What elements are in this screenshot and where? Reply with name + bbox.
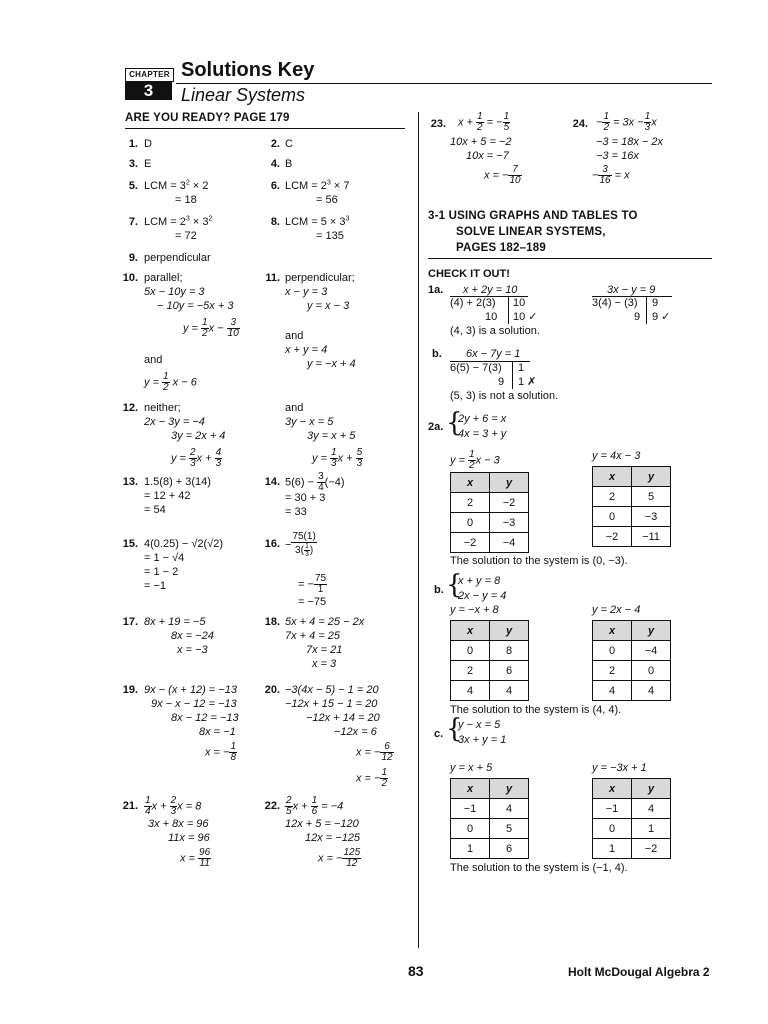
answer-line: x = − $\frac{125}{12}$ <box>318 847 361 869</box>
check-rule <box>508 296 509 324</box>
answer-line: = 18 <box>175 194 197 206</box>
table-cell: −4 <box>490 533 529 553</box>
answer-line: 12x = −125 <box>305 832 361 844</box>
column-header: y <box>490 473 529 493</box>
answer-line: − 75(1) 3( $\frac{1}{3}$ ) <box>285 531 316 558</box>
table-cell: 0 <box>451 641 490 661</box>
check-rule <box>592 296 672 297</box>
answer: D <box>144 138 152 150</box>
answer-line: = 56 <box>316 194 338 206</box>
xy-table <box>450 472 529 553</box>
problem-number: 17. <box>122 616 138 628</box>
section-rule <box>428 258 712 259</box>
xy-table <box>592 466 671 547</box>
table-header-row <box>593 621 671 641</box>
answer-line: = 54 <box>144 504 166 516</box>
table-row <box>451 493 529 513</box>
problem-number: 13. <box>122 476 138 488</box>
answer-line: 3x − y = 9 <box>607 284 656 296</box>
answer-line: 10 <box>485 311 498 323</box>
answer-line: 10 <box>513 297 526 309</box>
answer-line: = 1 − √4 <box>144 552 185 564</box>
xy-table <box>592 620 671 701</box>
answer-line: = 12 + 42 <box>144 490 191 502</box>
table-row <box>451 533 529 553</box>
system-equation: 2y + 6 = x <box>458 413 507 425</box>
answer-line: and <box>285 402 304 414</box>
table-cell: 2 <box>593 487 632 507</box>
table-cell: 1 <box>593 839 632 859</box>
problem-number: 24. <box>572 118 588 130</box>
table-cell: 4 <box>632 799 671 819</box>
table-cell: −11 <box>632 527 671 547</box>
problem-number: 12. <box>122 402 138 414</box>
answer-line: 4(0.25) − √2(√2) <box>144 538 224 550</box>
answer-line: −3 = 16x <box>596 150 639 162</box>
system-equation: 2x − y = 4 <box>458 590 507 602</box>
column-header: x <box>451 473 490 493</box>
answer-line: and <box>285 330 304 342</box>
answer-line: 9 <box>652 297 659 309</box>
problem-number: 6. <box>270 180 280 192</box>
chapter-number: 3 <box>125 81 172 100</box>
answer-line: 8x + 19 = −5 <box>144 616 206 628</box>
table-cell: 0 <box>593 641 632 661</box>
header-rule <box>176 83 712 84</box>
answer-line: $\frac{2}{5}$ x + $\frac{1}{6}$ = −4 <box>286 795 344 817</box>
answer-line: 9 ✓ <box>652 311 671 323</box>
answer-line: LCM = $2^3 \times 7$ <box>285 179 350 192</box>
answer-line: and <box>144 354 163 366</box>
answer-line: = − $\frac{75}{1}$ <box>298 573 327 595</box>
answer-line: x = − $\frac{6}{12}$ <box>356 741 393 763</box>
table-cell: −3 <box>490 513 529 533</box>
table-cell: 0 <box>451 819 490 839</box>
answer-line: x = − $\frac{1}{8}$ <box>205 741 237 763</box>
problem-number: 19. <box>122 684 138 696</box>
problem-number: 22. <box>264 800 280 812</box>
section-heading: ARE YOU READY? PAGE 179 <box>125 112 290 124</box>
brace-icon: { <box>446 570 463 600</box>
table-row <box>593 641 671 661</box>
page-title: Solutions Key <box>181 59 315 81</box>
answer-line: x = $\frac{96}{11}$ <box>180 847 211 869</box>
problem-number: 23. <box>430 118 446 130</box>
table-equation: y = 2x − 4 <box>592 604 641 616</box>
answer-line: x = 3 <box>312 658 337 670</box>
table-header-row <box>451 621 529 641</box>
problem-number: 1a. <box>428 284 444 296</box>
column-header: x <box>451 779 490 799</box>
answer-line: = 30 + 3 <box>285 492 326 504</box>
answer-line: (5, 3) is not a solution. <box>450 390 559 402</box>
problem-number: 9. <box>128 252 138 264</box>
answer: C <box>285 138 293 150</box>
answer-line: $\frac{1}{4}$ x + $\frac{2}{3}$ x = 8 <box>145 795 202 817</box>
column-header: x <box>593 467 632 487</box>
table-cell: 6 <box>490 839 529 859</box>
answer-line: 2x − 3y = −4 <box>144 416 205 428</box>
table-equation: y = 4x − 3 <box>592 450 641 462</box>
problem-number: c. <box>434 728 444 740</box>
table-cell: 2 <box>593 661 632 681</box>
answer-line: 8x = −1 <box>199 726 236 738</box>
answer-line: 8x = −24 <box>171 630 214 642</box>
table-row <box>451 681 529 701</box>
problem-number: 1. <box>128 138 138 150</box>
answer-line: 9x − (x + 12) = −13 <box>144 684 237 696</box>
answer-line: x + $\frac{1}{2}$ = − $\frac{1}{5}$ <box>458 111 510 133</box>
answer-line: = 1 − 2 <box>144 566 179 578</box>
table-row <box>593 527 671 547</box>
table-row <box>593 819 671 839</box>
column-header: x <box>451 621 490 641</box>
table-cell: 6 <box>490 661 529 681</box>
problem-number: 20. <box>264 684 280 696</box>
answer-line: x + y = 4 <box>285 344 328 356</box>
answer-line: LCM = $3^2 \times 2$ <box>144 179 209 192</box>
chapter-label: CHAPTER <box>125 68 174 82</box>
table-row <box>593 839 671 859</box>
problem-number: b. <box>434 584 444 596</box>
table-row <box>451 641 529 661</box>
answer-line: 9 <box>634 311 641 323</box>
answer-line: 8x − 12 = −13 <box>171 712 239 724</box>
problem-number: 8. <box>270 216 280 228</box>
table-equation: y = −x + 8 <box>450 604 499 616</box>
answer-line: 10x + 5 = −2 <box>450 136 512 148</box>
problem-number: b. <box>432 348 442 360</box>
answer-line: 9 <box>498 376 505 388</box>
answer-line: 3y = x + 5 <box>307 430 356 442</box>
table-row <box>451 839 529 859</box>
answer-line: = 135 <box>316 230 344 242</box>
table-cell: −2 <box>632 839 671 859</box>
table-cell: 1 <box>632 819 671 839</box>
answer: B <box>285 158 293 170</box>
page-number: 83 <box>408 963 424 979</box>
problem-number: 15. <box>122 538 138 550</box>
answer-line: x = − $\frac{1}{2}$ <box>356 767 388 789</box>
table-equation: y = $\frac{1}{2}$ x − 3 <box>450 449 500 471</box>
system-equation: y − x = 5 <box>458 719 501 731</box>
check-rule <box>450 361 530 362</box>
answer-line: x = −3 <box>177 644 208 656</box>
system-equation: x + y = 8 <box>458 575 501 587</box>
column-divider <box>418 112 419 948</box>
answer-line: 1 ✗ <box>518 376 537 388</box>
column-header: y <box>632 779 671 799</box>
problem-number: 11. <box>265 272 280 284</box>
answer-line: LCM = $5 \times 3^3$ <box>285 215 350 228</box>
table-row <box>593 681 671 701</box>
xy-table <box>450 778 529 859</box>
answer-line: −3 = 18x − 2x <box>596 136 663 148</box>
table-equation: y = −3x + 1 <box>592 762 647 774</box>
section-rule <box>125 128 405 129</box>
problem-number: 7. <box>128 216 138 228</box>
problem-number: 2a. <box>428 421 444 433</box>
problem-number: 14. <box>264 476 280 488</box>
brace-icon: { <box>446 714 463 744</box>
answer-line: (4, 3) is a solution. <box>450 325 540 337</box>
table-cell: 0 <box>593 507 632 527</box>
table-cell: 0 <box>593 819 632 839</box>
table-cell: 5 <box>490 819 529 839</box>
table-cell: 4 <box>490 681 529 701</box>
answer: E <box>144 158 152 170</box>
table-row <box>593 507 671 527</box>
problem-number: 16. <box>264 538 280 550</box>
answer-line: 3x + 8x = 96 <box>148 818 209 830</box>
brace-icon: { <box>446 408 463 438</box>
answer-line: 3y = 2x + 4 <box>171 430 226 442</box>
answer-line: y = $\frac{1}{3}$ x + $\frac{5}{3}$ <box>312 447 363 469</box>
answer-line: 6(5) − 7(3) <box>450 362 502 374</box>
column-header: y <box>490 621 529 641</box>
answer-line: y = $\frac{2}{3}$ x + $\frac{4}{3}$ <box>171 447 222 469</box>
xy-table <box>450 620 529 701</box>
column-header: x <box>593 621 632 641</box>
answer-line: = 33 <box>285 506 307 518</box>
answer-line: x = − $\frac{7}{10}$ <box>484 164 521 186</box>
problem-number: 18. <box>264 616 280 628</box>
table-header-row <box>451 779 529 799</box>
answer-line: 7x + 4 = 25 <box>285 630 341 642</box>
table-row <box>593 487 671 507</box>
table-cell: 8 <box>490 641 529 661</box>
table-row <box>451 661 529 681</box>
solution-text: The solution to the system is (−1, 4). <box>450 862 628 874</box>
answer-line: neither; <box>144 402 181 414</box>
table-cell: −1 <box>451 799 490 819</box>
answer-line: y = $\frac{1}{2}$ x − $\frac{3}{10}$ <box>183 317 239 339</box>
table-cell: 5 <box>632 487 671 507</box>
table-header-row <box>593 467 671 487</box>
problem-number: 21. <box>122 800 138 812</box>
table-cell: 2 <box>451 493 490 513</box>
table-cell: 0 <box>632 661 671 681</box>
table-cell: 2 <box>451 661 490 681</box>
table-row <box>451 513 529 533</box>
table-cell: 4 <box>451 681 490 701</box>
answer-line: 7x = 21 <box>306 644 343 656</box>
answer-line: 1 <box>518 362 525 374</box>
answer-line: 11x = 96 <box>168 832 210 844</box>
answer-line: (4) + 2(3) <box>450 297 496 309</box>
answer-line: 5x + 4 = 25 − 2x <box>285 616 365 628</box>
solution-text: The solution to the system is (0, −3). <box>450 555 628 567</box>
problem-number: 5. <box>128 180 138 192</box>
answer-line: 9x − x − 12 = −13 <box>151 698 237 710</box>
table-cell: −2 <box>490 493 529 513</box>
answer-line: y = $\frac{1}{2}$ x − 6 <box>144 371 197 393</box>
problem-number: 3. <box>128 158 138 170</box>
answer-line: y = x − 3 <box>307 300 350 312</box>
table-cell: 4 <box>490 799 529 819</box>
answer-line: − $\frac{3}{16}$ = x <box>592 164 630 186</box>
table-cell: 1 <box>451 839 490 859</box>
answer-line: 5(6) − $\frac{3}{4}$ (−4) <box>285 471 345 493</box>
table-row <box>593 799 671 819</box>
check-rule <box>512 361 513 389</box>
answer-line: −12x = 6 <box>334 726 377 738</box>
answer-line: 5x − 10y = 3 <box>144 286 205 298</box>
answer-line: 12x + 5 = −120 <box>285 818 359 830</box>
book-title: Holt McDougal Algebra 2 <box>568 965 710 979</box>
answer-line: LCM = $2^3 \times 3^2$ <box>144 215 213 228</box>
table-cell: −4 <box>632 641 671 661</box>
column-header: y <box>632 467 671 487</box>
answer-line: − $\frac{1}{2}$ = 3x − $\frac{1}{3}$ x <box>596 111 657 133</box>
table-row <box>451 799 529 819</box>
answer-line: = 72 <box>175 230 197 242</box>
subheading: CHECK IT OUT! <box>428 268 510 280</box>
answer-line: = −1 <box>144 580 167 592</box>
problem-number: 4. <box>270 158 280 170</box>
xy-table <box>592 778 671 859</box>
answer-line: x + 2y = 10 <box>463 284 518 296</box>
table-row <box>451 819 529 839</box>
system-equation: 3x + y = 1 <box>458 734 507 746</box>
section-heading: PAGES 182–189 <box>456 242 546 254</box>
answer-line: −12x + 15 − 1 = 20 <box>285 698 378 710</box>
table-cell: 4 <box>593 681 632 701</box>
answer-line: 3(4) − (3) <box>592 297 638 309</box>
problem-number: 2. <box>270 138 280 150</box>
table-header-row <box>593 779 671 799</box>
answer-line: perpendicular; <box>285 272 355 284</box>
answer-line: 10 ✓ <box>513 311 538 323</box>
answer-line: 10x = −7 <box>466 150 509 162</box>
answer-line: − 10y = −5x + 3 <box>157 300 234 312</box>
table-row <box>593 661 671 681</box>
table-cell: 0 <box>451 513 490 533</box>
check-rule <box>450 296 528 297</box>
solution-text: The solution to the system is (4, 4). <box>450 704 622 716</box>
answer-line: −12x + 14 = 20 <box>306 712 380 724</box>
table-equation: y = x + 5 <box>450 762 493 774</box>
answer-line: 6x − 7y = 1 <box>466 348 521 360</box>
column-header: y <box>490 779 529 799</box>
table-cell: 4 <box>632 681 671 701</box>
chapter-badge <box>125 68 172 100</box>
table-header-row <box>451 473 529 493</box>
answer-line: x − y = 3 <box>285 286 328 298</box>
table-cell: −2 <box>593 527 632 547</box>
answer-line: parallel; <box>144 272 183 284</box>
table-cell: −2 <box>451 533 490 553</box>
section-heading: 3-1 USING GRAPHS AND TABLES TO <box>428 210 638 222</box>
answer: perpendicular <box>144 252 211 264</box>
check-rule <box>646 296 647 324</box>
answer-line: = −75 <box>298 596 327 608</box>
system-equation: 4x = 3 + y <box>458 428 507 440</box>
answer-line: y = −x + 4 <box>307 358 356 370</box>
table-cell: −1 <box>593 799 632 819</box>
column-header: y <box>632 621 671 641</box>
problem-number: 10. <box>122 272 138 284</box>
page-subtitle: Linear Systems <box>181 85 306 105</box>
section-heading: SOLVE LINEAR SYSTEMS, <box>456 226 606 238</box>
answer-line: 1.5(8) + 3(14) <box>144 476 211 488</box>
column-header: x <box>593 779 632 799</box>
answer-line: −3(4x − 5) − 1 = 20 <box>285 684 379 696</box>
table-cell: −3 <box>632 507 671 527</box>
answer-line: 3y − x = 5 <box>285 416 334 428</box>
